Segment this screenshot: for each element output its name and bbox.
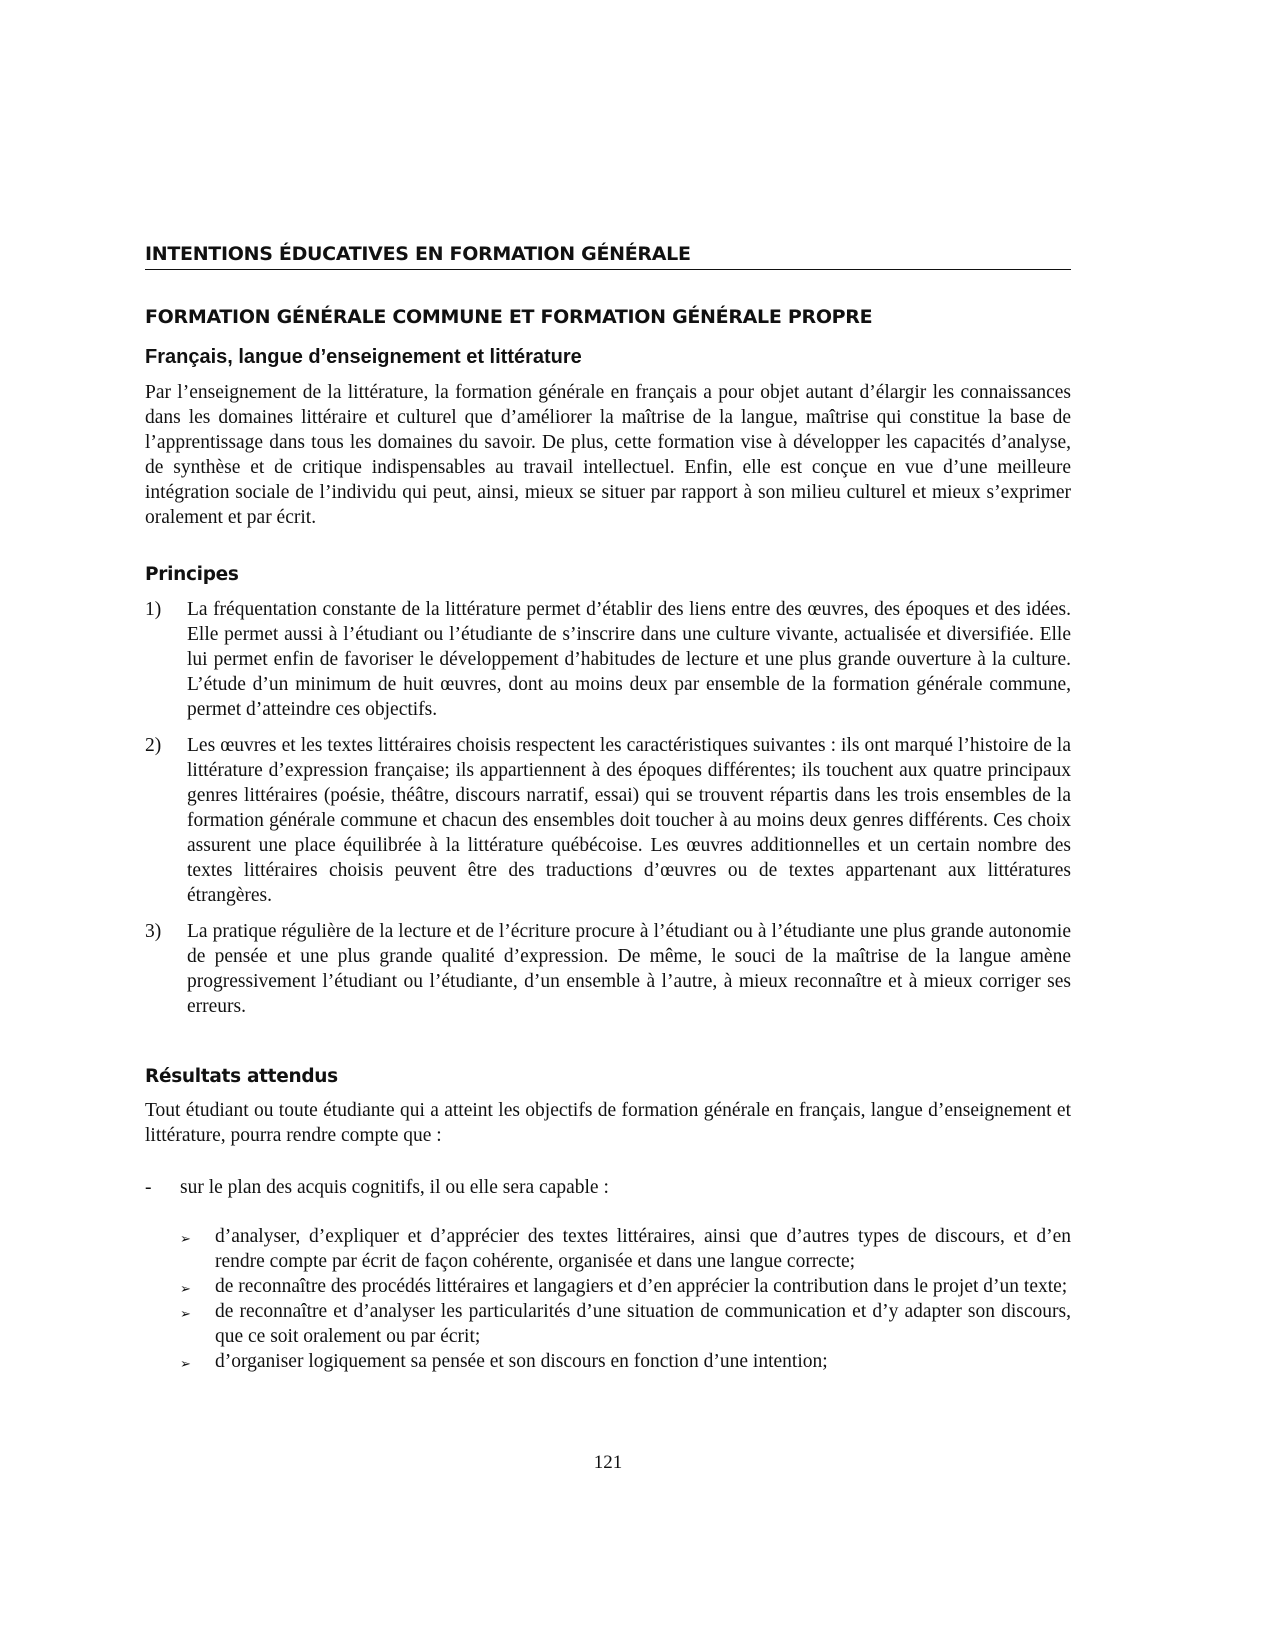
resultats-heading: Résultats attendus xyxy=(145,1066,338,1087)
arrow-bullet-icon: ➢ xyxy=(180,1356,191,1371)
bullet-text: de reconnaître des procédés littéraires et langagiers et d’en apprécier la contribution dans le projet d’un texte; xyxy=(215,1276,1068,1297)
intro-paragraph: Par l’enseignement de la littérature, la formation générale en français a pour objet autant d’élargir les connaissances dans les domaines littéraire et culturel que d’améliorer la maîtrise de la langue, maîtrise qui constitue la base de l’apprentissage dans tous les domaines du savoir. De plus, cette formation vise à développer les capacités d’analyse, de synthèse et de critique indispensables au travail intellectuel. Enfin, elle est conçue en vue d’une meilleure intégration sociale de l’individu qui peut, ainsi, mieux se situer par rapport à son milieu culturel et mieux s’exprimer oralement et par écrit. xyxy=(145,382,1071,528)
bullet-item xyxy=(145,1274,1071,1299)
bullet-item xyxy=(145,1349,1071,1374)
principe-item xyxy=(145,597,1071,722)
dash-marker: - xyxy=(145,1177,152,1198)
principe-item xyxy=(145,733,1071,908)
subject-heading: Français, langue d’enseignement et littérature xyxy=(145,346,582,368)
bullet-text: d’organiser logiquement sa pensée et son discours en fonction d’une intention; xyxy=(215,1351,828,1372)
item-text: La pratique régulière de la lecture et de l’écriture procure à l’étudiant ou à l’étudiante une plus grande autonomie de pensée et une plus grande qualité d’expression. De même, le souci de la maîtrise de la langue amène progressivement l’étudiant ou l’étudiante, d’un ensemble à l’autre, à mieux reconnaître et à mieux corriger ses erreurs. xyxy=(187,921,1071,1017)
arrow-bullet-icon: ➢ xyxy=(180,1231,191,1246)
item-number: 2) xyxy=(145,735,162,756)
principe-item xyxy=(145,919,1071,1019)
bullet-list xyxy=(145,1224,1071,1374)
bullet-text: d’analyser, d’expliquer et d’apprécier des textes littéraires, ainsi que d’autres types de discours, et d’en rendre compte par écrit de façon cohérente, organisée et dans une langue correcte; xyxy=(215,1226,1071,1272)
bullet-text: de reconnaître et d’analyser les particularités d’une situation de communication et d’y adapter son discours, que ce soit oralement ou par écrit; xyxy=(215,1301,1071,1347)
page-number: 121 xyxy=(593,1452,623,1473)
principes-list xyxy=(145,597,1071,1030)
bullet-item xyxy=(145,1299,1071,1349)
resultats-intro: Tout étudiant ou toute étudiante qui a atteint les objectifs de formation générale en français, langue d’enseignement et littérature, pourra rendre compte que : xyxy=(145,1100,1071,1146)
dash-item xyxy=(145,1175,1106,1200)
item-number: 1) xyxy=(145,599,162,620)
dash-text: sur le plan des acquis cognitifs, il ou elle sera capable : xyxy=(180,1177,609,1198)
bullet-item xyxy=(145,1224,1071,1274)
arrow-bullet-icon: ➢ xyxy=(180,1306,191,1321)
principes-heading: Principes xyxy=(145,564,239,585)
item-number: 3) xyxy=(145,921,162,942)
main-heading: INTENTIONS ÉDUCATIVES EN FORMATION GÉNÉRALE xyxy=(145,243,1071,270)
section-heading: FORMATION GÉNÉRALE COMMUNE ET FORMATION GÉNÉRALE PROPRE xyxy=(145,306,873,328)
item-text: La fréquentation constante de la littérature permet d’établir des liens entre des œuvres, des époques et des idées. Elle permet aussi à l’étudiant ou l’étudiante de s’inscrire dans une culture vivante, actualisée et diversifiée. Elle lui permet enfin de favoriser le développement d’habitudes de lecture et une plus grande ouverture à la culture. L’étude d’un minimum de huit œuvres, dont au moins deux par ensemble de la formation générale commune, permet d’atteindre ces objectifs. xyxy=(187,599,1071,720)
arrow-bullet-icon: ➢ xyxy=(180,1281,191,1296)
item-text: Les œuvres et les textes littéraires choisis respectent les caractéristiques suivantes : ils ont marqué l’histoire de la littérature d’expression française; ils appartiennent à des époques différentes; ils touchent aux quatre principaux genres littéraires (poésie, théâtre, discours narratif, essai) qui se trouvent répartis dans les trois ensembles de la formation générale commune et chacun des ensembles doit toucher à au moins deux genres différents. Ces choix assurent une place équilibrée à la littérature québécoise. Les œuvres additionnelles et un certain nombre des textes littéraires choisis peuvent être des traductions d’œuvres ou de textes appartenant aux littératures étrangères. xyxy=(187,735,1071,906)
